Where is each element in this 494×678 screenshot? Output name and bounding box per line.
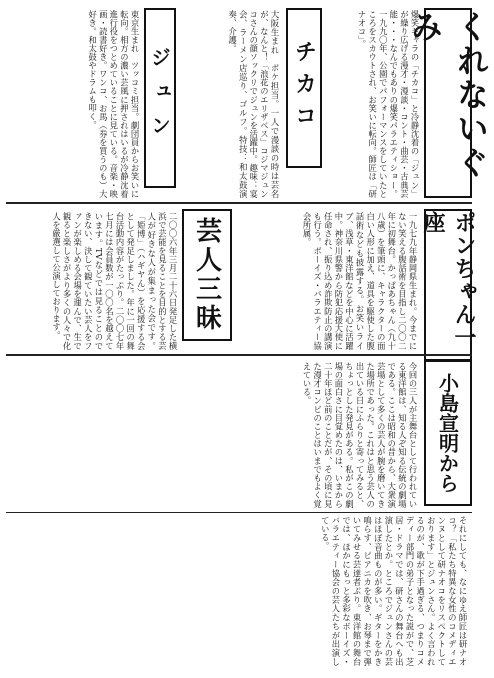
jun-title-box [144, 8, 176, 188]
chikako-title: チカコ [291, 40, 317, 136]
chikako-body: 大阪生まれ ボケ担当。一人で漫談の時は芸名が、なんと！「浪花のエリザベス」コジマジュンコさんの顔ソックリでジュンを活躍中。趣味：宴会、ラーメン店巡り、ゴルフ。特技：和太鼓演奏、介護。 [227, 10, 280, 198]
kurenai-body: 爆笑キャラの「チカコ」と冷静沈着の「ジュン」が繰り広げる漫才・漫談・コント・曲芸・古典芸能・・・なんでもありの爆笑パラエティショー。一九九〇年、公園でパフォーマンスをしていたところをスカウトされ、お笑いに転向。師匠は「研ナオコ」。 [357, 10, 420, 198]
kojima-body: 今回の三人が主舞台として行われている東洋館は、知る人ぞ知る伝統の劇場である。ここは昭和の昔から、大衆演芸場として多くの芸人が腕を磨いてきた場所であった。これはと思う芸人の出ている日にふらりと寄ってみると、ちょっとした発見がある。私がこの劇場の面白さに目覚めたのは、いまから二十年ほど前のことだが、その頃に見た漫才コンビのことはいまでもよく覚えている。 [302, 362, 418, 508]
geinin-title-box [182, 209, 232, 341]
kojima-title-box [424, 360, 472, 506]
chikako-title-box [286, 8, 322, 168]
jun-body: 東京生まれ ツッコミ担当。劇団員からお笑いに転向。相方の濃い芸風に押されはいるが冷静沈着進行役をつとめていることに見ている。音楽・映画・読書好き。ワンコ、お馬（券を買うのも）大好き。和太鼓やドラムも叩く。 [87, 10, 140, 198]
kurenai-title: くれないぐみ [406, 10, 490, 180]
geinin-body: 二〇〇六年三月二十六日発足した横浜で芸能を見ることを目的とする芸人が好きな人が集まった会です。「姫博」（ハギヤん）を応援する会として発足しました。年に一回の舞台活動内容がたっぷり。二〇〇七年七月には会員数が一〇〇名を越えています。TVなどでは見ることのできない、決して観ていたい芸人をファンが楽しめる会場を運んで、生で観ると楽しさがより多くの人々で化人を厳選して公演しております。 [51, 212, 178, 350]
kurenai-title-box [406, 8, 490, 198]
pon-title-box [420, 209, 476, 361]
geinin-title: 芸人三昧 [191, 217, 222, 333]
pon-body: 一九七九年静岡県生まれ。今までにない笑える腹話術を目指し二〇〇二年に初舞台。かっぱあちゃん（九十八歳）を筆頭に、キャラクターの面白い人形に加え、道具を駆使した腹話術なども披露する。お笑いライブ、浅草・東洋館などを中心に活躍中。神奈川県警から防犯応援大使に任命され、振り込め詐欺防止の講演も行う。ボーイズ・バラエティー協会所属。 [302, 212, 418, 350]
lower-divider [6, 512, 472, 513]
page [6, 6, 490, 670]
reader-body: それにしても、なにゆえ師匠は研ナオコ？「私たち特異な女性のコメディエンヌとして研ナオコをリスペクトしております」とジュンさん。よく言われるのが、歌が下手過ぎる、つまりコメディー部門の弟子となった説がで、芝居・ドラマでは、研さんの舞台へも出演したとか。ところでジュンさんの芸はほぼ音曲ものが多い。ギターをかき鳴らす、ピアニカを吹き、お琴まで弾いてみせる芸達者ぶり。東洋館の舞台では、ほかにもっと多彩なボーイズ・バラエティー協会の芸人たちが出演している。 [320, 516, 468, 666]
pon-title: ポンちゃん一座 [420, 211, 476, 349]
middle-divider [6, 354, 472, 356]
kojima-title: 小島宣明から [435, 373, 460, 493]
top-divider [6, 202, 472, 204]
jun-title: ジュン [147, 47, 172, 149]
